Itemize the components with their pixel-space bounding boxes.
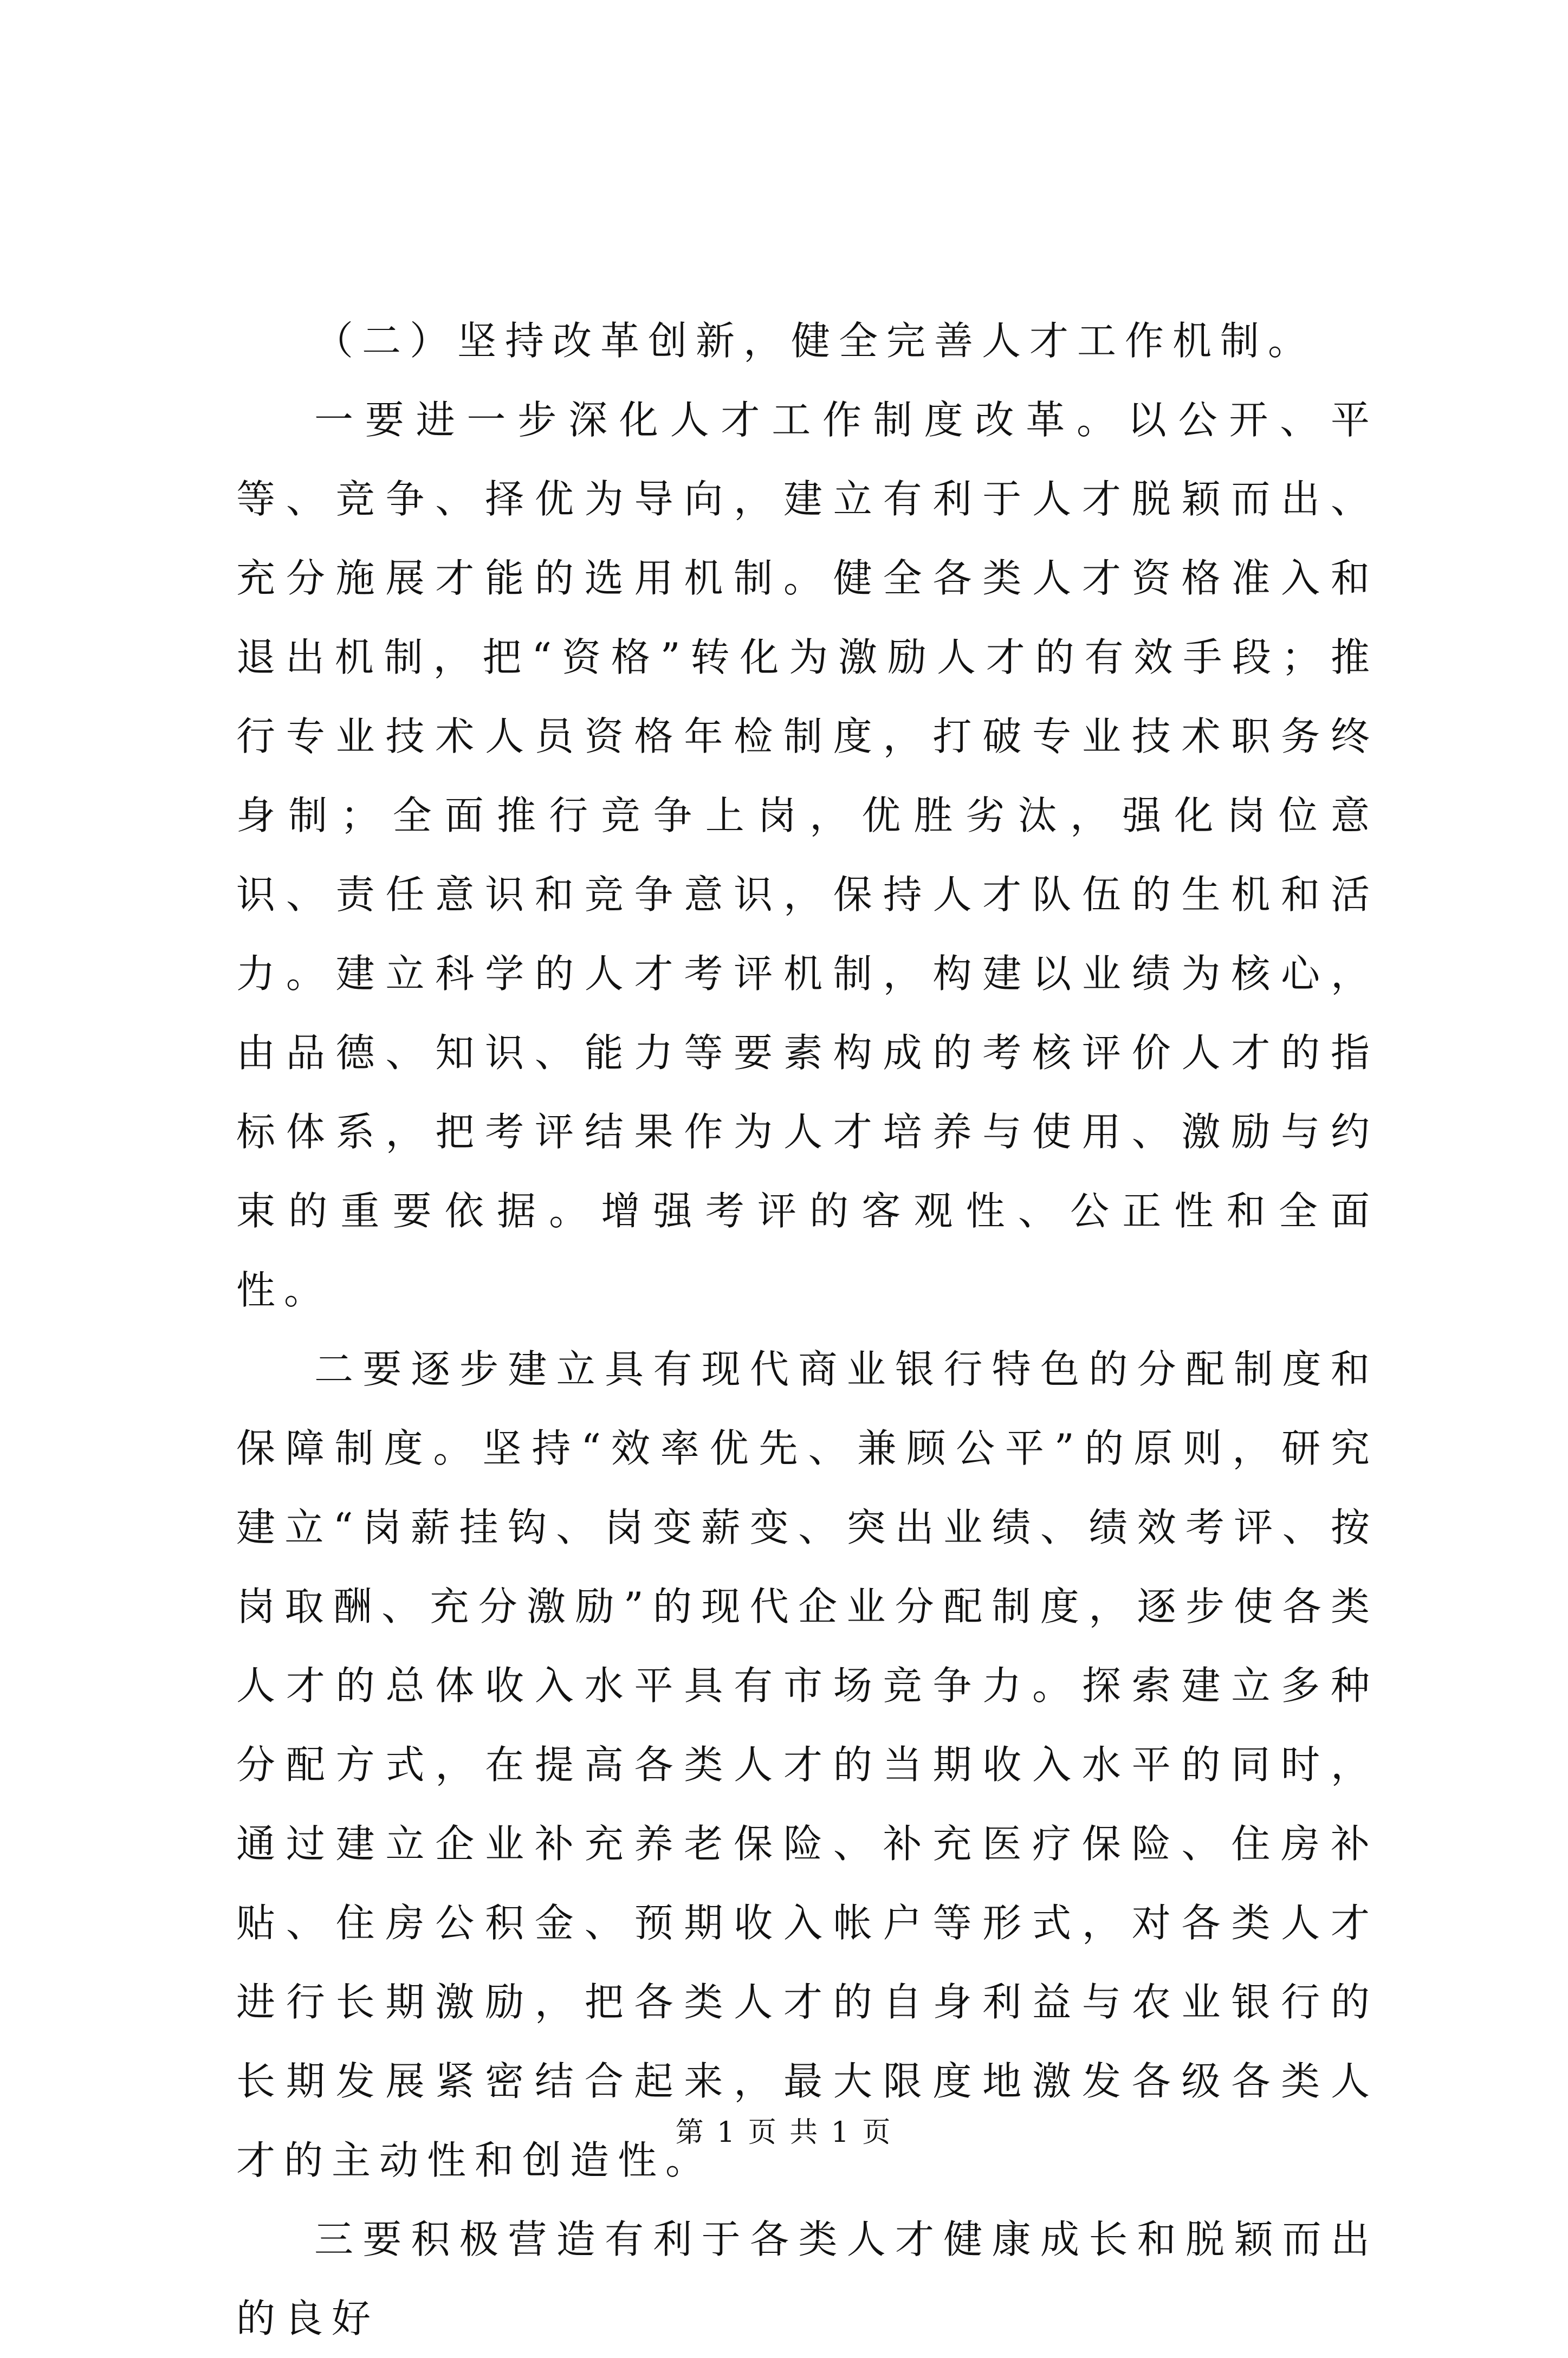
paragraph-1: 一要进一步深化人才工作制度改革。以公开、平等、竞争、择优为导向，建立有利于人才脱颖而出、充分施展才能的选用机制。健全各类人才资格准入和退出机制，把“资格”转化为激励人才的有效手段；推行专业技术人员资格年检制度，打破专业技术职务终身制；全面推行竞争上岗，优胜劣汰，强化岗位意识、责任意识和竞争意识，保持人才队伍的生机和活力。建立科学的人才考评机制，构建以业绩为核心，由品德、知识、能力等要素构成的考核评价人才的指标体系，把考评结果作为人才培养与使用、激励与约束的重要依据。增强考评的客观性、公正性和全面性。: [236, 397, 1378, 1313]
paragraph-2: 二要逐步建立具有现代商业银行特色的分配制度和保障制度。坚持“效率优先、兼顾公平”的原则，研究建立“岗薪挂钩、岗变薪变、突出业绩、绩效考评、按岗取酬、充分激励”的现代企业分配制度，逐步使各类人才的总体收入水平具有市场竞争力。探索建立多种分配方式，在提高各类人才的当期收入水平的同时，通过建立企业补充养老保险、补充医疗保险、住房补贴、住房公积金、预期收入帐户等形式，对各类人才进行长期激励，把各类人才的自身利益与农业银行的长期发展紧密结合起来，最大限度地激发各级各类人才的主动性和创造性。: [236, 1346, 1378, 2183]
document-body: [236, 301, 1378, 2358]
paragraph-3: 三要积极营造有利于各类人才健康成长和脱颖而出的良好: [236, 2217, 1378, 2341]
section-heading: （二）坚持改革创新，健全完善人才工作机制。: [314, 318, 1316, 364]
page-number-footer: 第 1 页 共 1 页: [675, 2116, 893, 2149]
